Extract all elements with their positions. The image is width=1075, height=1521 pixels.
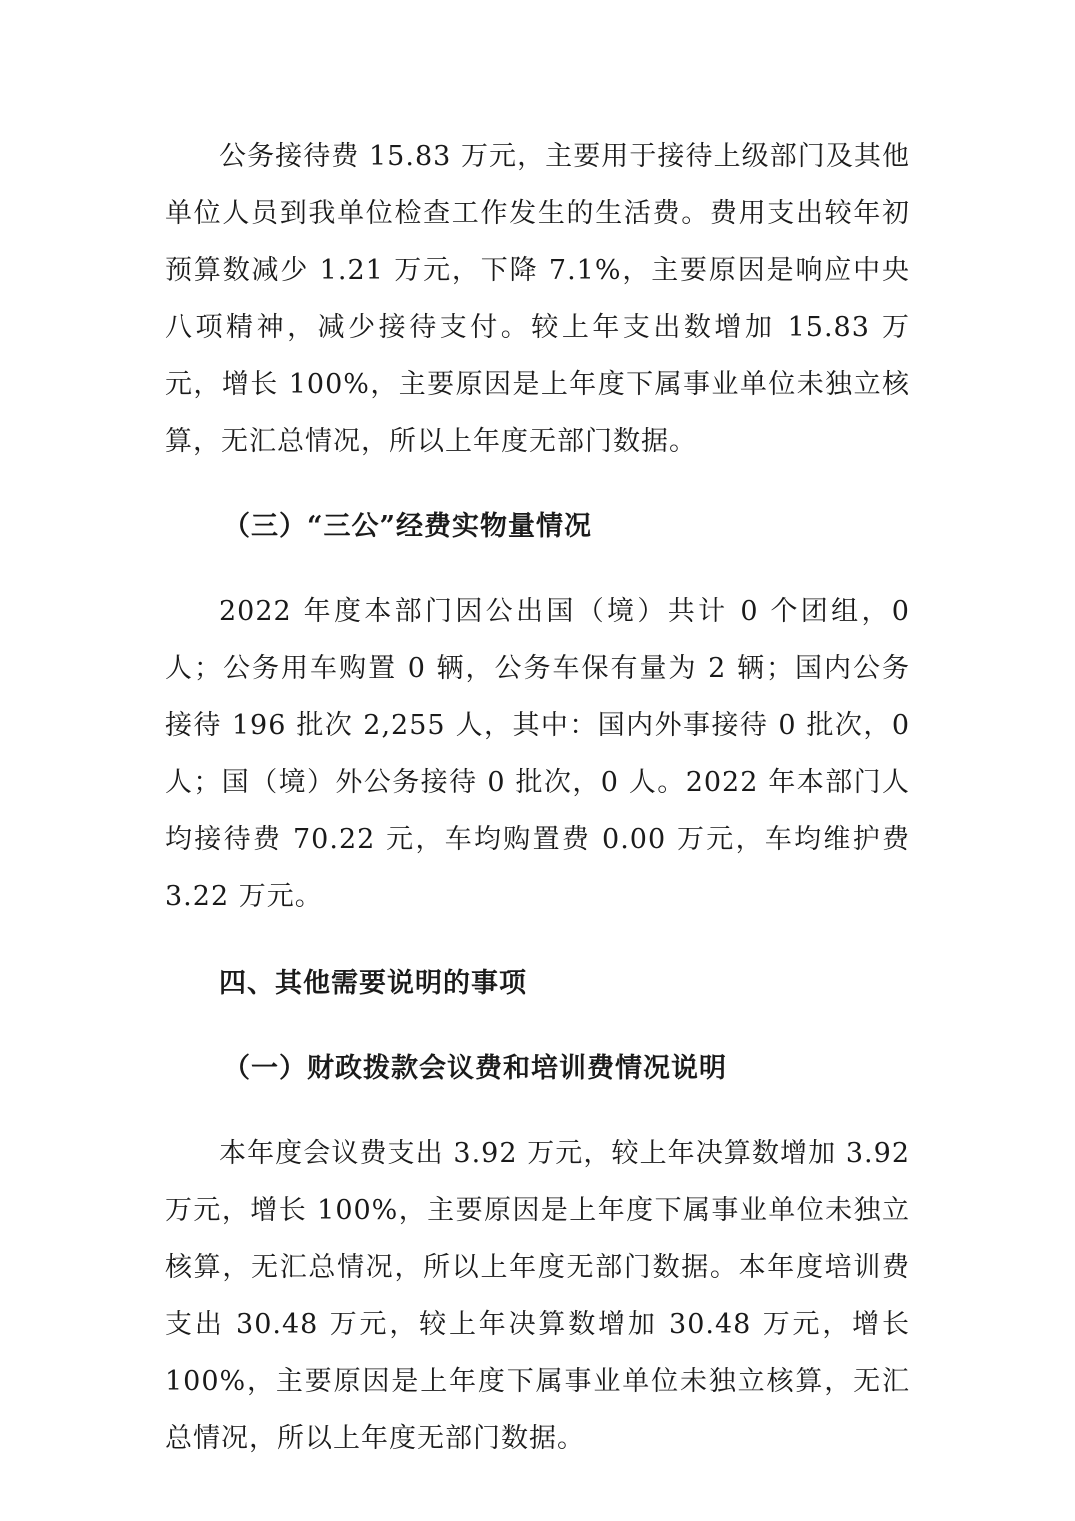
section-heading-meeting-training: （一）财政拨款会议费和培训费情况说明 bbox=[223, 1053, 727, 1084]
document-page bbox=[165, 128, 910, 1467]
section-heading-other-matters: 四、其他需要说明的事项 bbox=[219, 968, 527, 999]
section-heading-physical-quantity: （三）“三公”经费实物量情况 bbox=[223, 511, 593, 542]
spacer bbox=[165, 925, 910, 955]
spacer bbox=[165, 1097, 910, 1125]
spacer bbox=[165, 1012, 910, 1040]
spacer bbox=[165, 470, 910, 498]
paragraph-reception-expense: 公务接待费 15.83 万元，主要用于接待上级部门及其他单位人员到我单位检查工作发生的生活费。费用支出较年初预算数减少 1.21 万元，下降 7.1%，主要原因是响应中央八项精神，减少接待支付。较上年支出数增加 15.83 万元，增长 100%，主要原因是上年度下属事业单位未独立核算，无汇总情况，所以上年度无部门数据。 bbox=[165, 141, 910, 457]
paragraph-physical-quantity: 2022 年度本部门因公出国（境）共计 0 个团组，0 人；公务用车购置 0 辆，公务车保有量为 2 辆；国内公务接待 196 批次 2,255 人，其中：国内外事接待 0 批次，0 人；国（境）外公务接待 0 批次，0 人。2022 年本部门人均接待费 70.22 元，车均购置费 0.00 万元，车均维护费 3.22 万元。 bbox=[165, 596, 910, 912]
paragraph-meeting-training: 本年度会议费支出 3.92 万元，较上年决算数增加 3.92 万元，增长 100%，主要原因是上年度下属事业单位未独立核算，无汇总情况，所以上年度无部门数据。本年度培训费支出 30.48 万元，较上年决算数增加 30.48 万元，增长 100%，主要原因是上年度下属事业单位未独立核算，无汇总情况，所以上年度无部门数据。 bbox=[165, 1138, 910, 1454]
spacer bbox=[165, 555, 910, 583]
